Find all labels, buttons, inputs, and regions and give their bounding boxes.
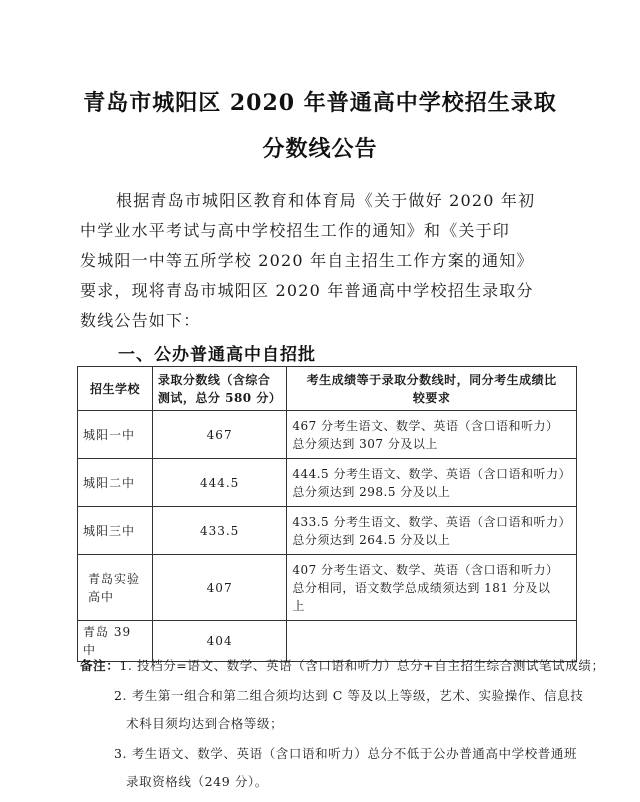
header-rule-line: 考生成绩等于录取分数线时，同分考生成绩比 — [306, 372, 557, 387]
cell-school: 青岛实验高中 — [78, 555, 153, 621]
note-item-1 — [80, 656, 605, 674]
note-item-2: 2. 考生第一组合和第二组合须均达到 C 等及以上等级，艺术、实验操作、信息技 — [114, 688, 584, 703]
header-score — [152, 367, 286, 411]
cell-score: 467 — [152, 411, 286, 459]
note-text: 1. 投档分=语文、数学、英语（含口语和听力）总分+自主招生综合测试笔试成绩； — [119, 658, 605, 673]
note-item-3: 3. 考生语文、数学、英语（含口语和听力）总分不低于公办普通高中学校普通班 — [114, 746, 578, 761]
rule-line: 总分相同，语文数学总成绩须达到 181 分及以 — [292, 580, 551, 595]
intro-paragraph — [80, 186, 580, 336]
cell-score: 433.5 — [152, 507, 286, 555]
header-rule — [287, 367, 577, 411]
table-row — [78, 555, 577, 621]
header-score-line: 录取分数线（含综合 — [157, 372, 271, 387]
intro-line: 数线公告如下： — [80, 311, 201, 330]
table-row — [78, 411, 577, 459]
cell-rule — [287, 411, 577, 459]
table-row — [78, 507, 577, 555]
note-item-2-cont: 术科目须均达到合格等级； — [126, 716, 284, 731]
table-header-row — [78, 367, 577, 411]
rule-line: 467 分考生语文、数学、英语（含口语和听力） — [292, 418, 559, 433]
cell-score: 407 — [152, 555, 286, 621]
intro-line: 根据青岛市城阳区教育和体育局《关于做好 2020 年初 — [116, 191, 536, 210]
rule-line: 总分须达到 307 分及以上 — [292, 436, 438, 451]
rule-line: 444.5 分考生语文、数学、英语（含口语和听力） — [292, 466, 571, 481]
rule-line: 总分须达到 298.5 分及以上 — [292, 484, 451, 499]
rule-line: 407 分考生语文、数学、英语（含口语和听力） — [292, 562, 559, 577]
intro-line: 中学业水平考试与高中学校招生工作的通知》和《关于印 — [80, 221, 511, 240]
cell-score: 404 — [152, 621, 286, 662]
admission-score-table — [77, 366, 577, 662]
rule-line: 总分须达到 264.5 分及以上 — [292, 532, 451, 547]
header-score-line: 测试，总分 580 分） — [157, 390, 282, 405]
cell-school: 城阳一中 — [78, 411, 153, 459]
notes-label: 备注： — [80, 658, 120, 673]
table-row — [78, 459, 577, 507]
cell-rule — [287, 459, 577, 507]
cell-rule — [287, 507, 577, 555]
intro-line: 发城阳一中等五所学校 2020 年自主招生工作方案的通知》 — [80, 251, 534, 270]
header-rule-line: 较要求 — [412, 390, 451, 405]
cell-school: 城阳二中 — [78, 459, 153, 507]
intro-line: 要求，现将青岛市城阳区 2020 年普通高中学校招生录取分 — [80, 281, 534, 300]
rule-line: 上 — [292, 598, 305, 613]
document-title-line-1: 青岛市城阳区 2020 年普通高中学校招生录取 — [83, 90, 557, 116]
cell-school: 青岛 39 中 — [78, 621, 153, 662]
rule-line: 433.5 分考生语文、数学、英语（含口语和听力） — [292, 514, 571, 529]
section-heading: 一、公办普通高中自招批 — [118, 345, 316, 365]
note-item-3-cont: 录取资格线（249 分）。 — [126, 774, 268, 789]
document-title-line-2: 分数线公告 — [262, 136, 378, 162]
header-school: 招生学校 — [78, 367, 153, 411]
cell-school: 城阳三中 — [78, 507, 153, 555]
cell-rule — [287, 555, 577, 621]
cell-score: 444.5 — [152, 459, 286, 507]
